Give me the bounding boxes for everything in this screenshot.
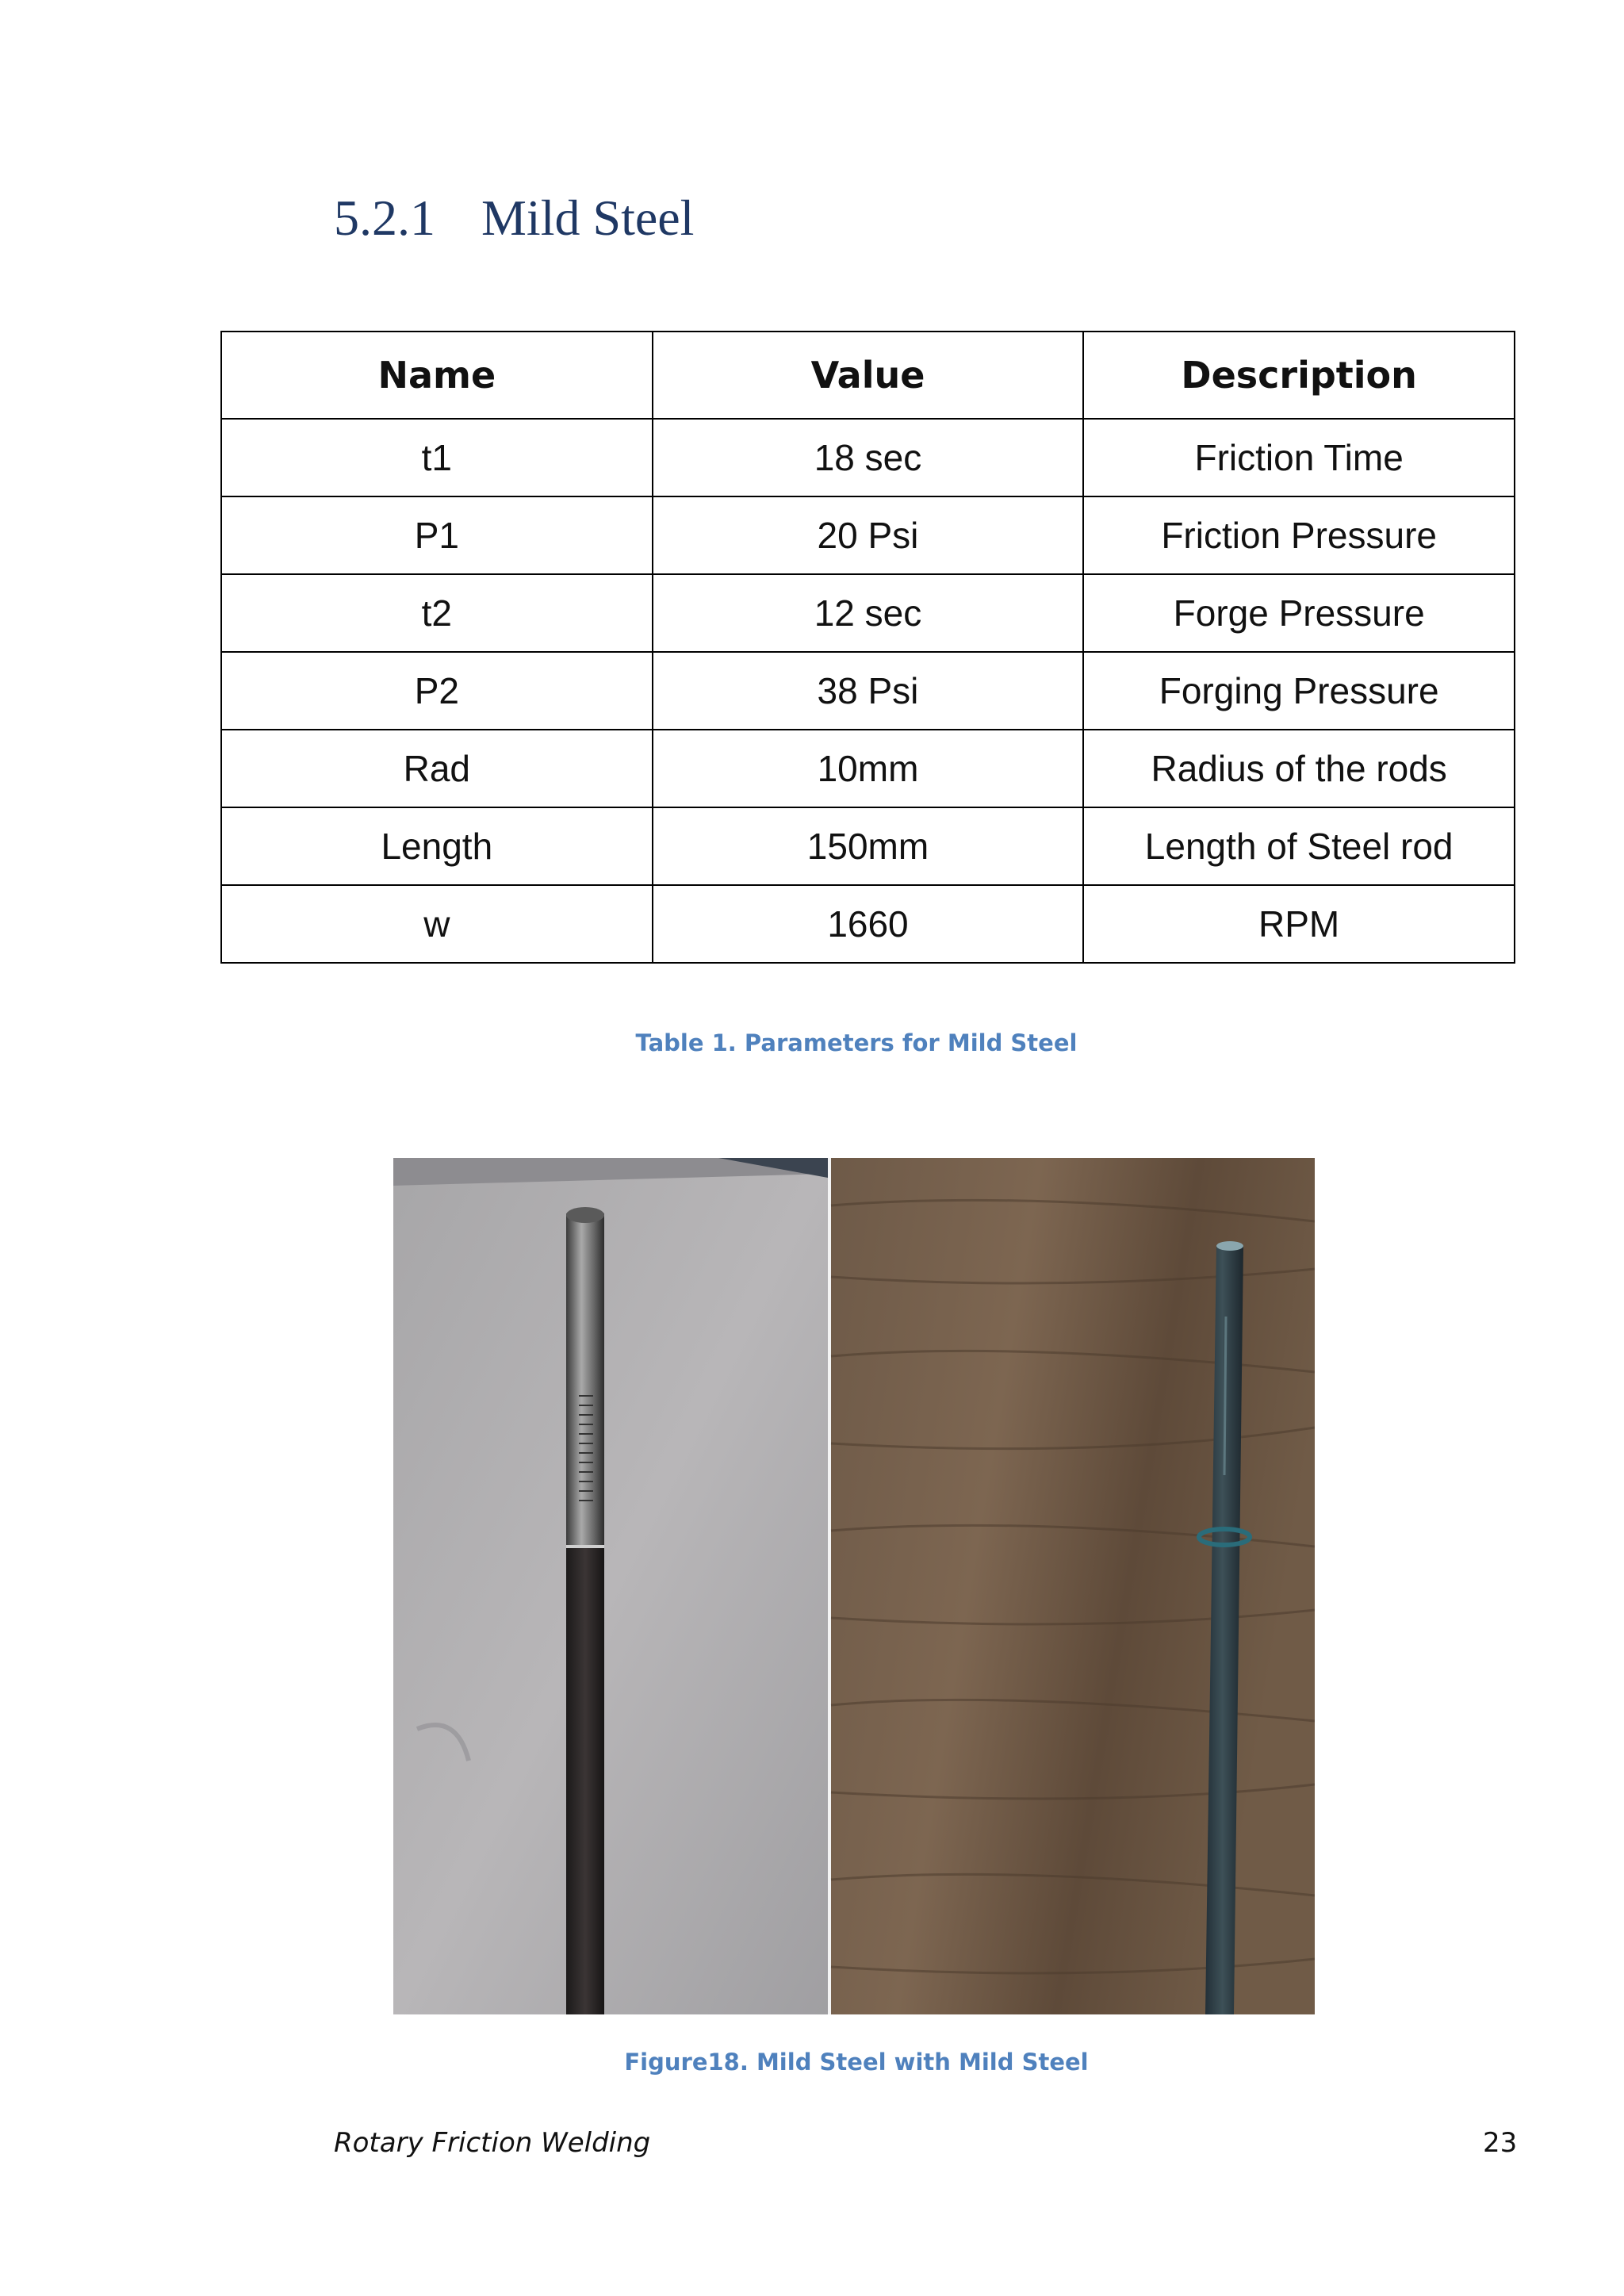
table-cell: Rad [221,730,653,807]
section-title: Mild Steel [481,190,695,246]
table-cell: 10mm [653,730,1084,807]
table-row [221,885,1515,963]
table-cell: Forging Pressure [1083,652,1515,730]
table-cell: P1 [221,496,653,574]
table-row [221,574,1515,652]
column-header-value: Value [653,332,1084,419]
section-number: 5.2.1 [334,190,435,246]
column-header-name: Name [221,332,653,419]
table-row [221,496,1515,574]
table-row [221,652,1515,730]
footer-document-title: Rotary Friction Welding [334,2127,651,2159]
parameters-table [220,331,1515,964]
page-number: 23 [1483,2127,1518,2159]
table-cell: 150mm [653,807,1084,885]
table-cell: t2 [221,574,653,652]
table-caption: Table 1. Parameters for Mild Steel [635,1029,1078,1056]
table-cell: 38 Psi [653,652,1084,730]
table-cell: P2 [221,652,653,730]
table-row [221,807,1515,885]
table-cell: Friction Time [1083,419,1515,496]
table-header-row [221,332,1515,419]
table-cell: Friction Pressure [1083,496,1515,574]
column-header-description: Description [1083,332,1515,419]
table-cell: t1 [221,419,653,496]
table-cell: Radius of the rods [1083,730,1515,807]
table-row [221,419,1515,496]
table-cell: RPM [1083,885,1515,963]
section-heading [334,189,694,247]
table-cell: Length [221,807,653,885]
table-cell: 18 sec [653,419,1084,496]
table-row [221,730,1515,807]
table-cell: 1660 [653,885,1084,963]
table-cell: 12 sec [653,574,1084,652]
table-cell: w [221,885,653,963]
table-cell: 20 Psi [653,496,1084,574]
table-cell: Length of Steel rod [1083,807,1515,885]
table-cell: Forge Pressure [1083,574,1515,652]
mild-steel-weld-photo [393,1158,1315,2014]
figure-caption: Figure18. Mild Steel with Mild Steel [624,2049,1089,2076]
